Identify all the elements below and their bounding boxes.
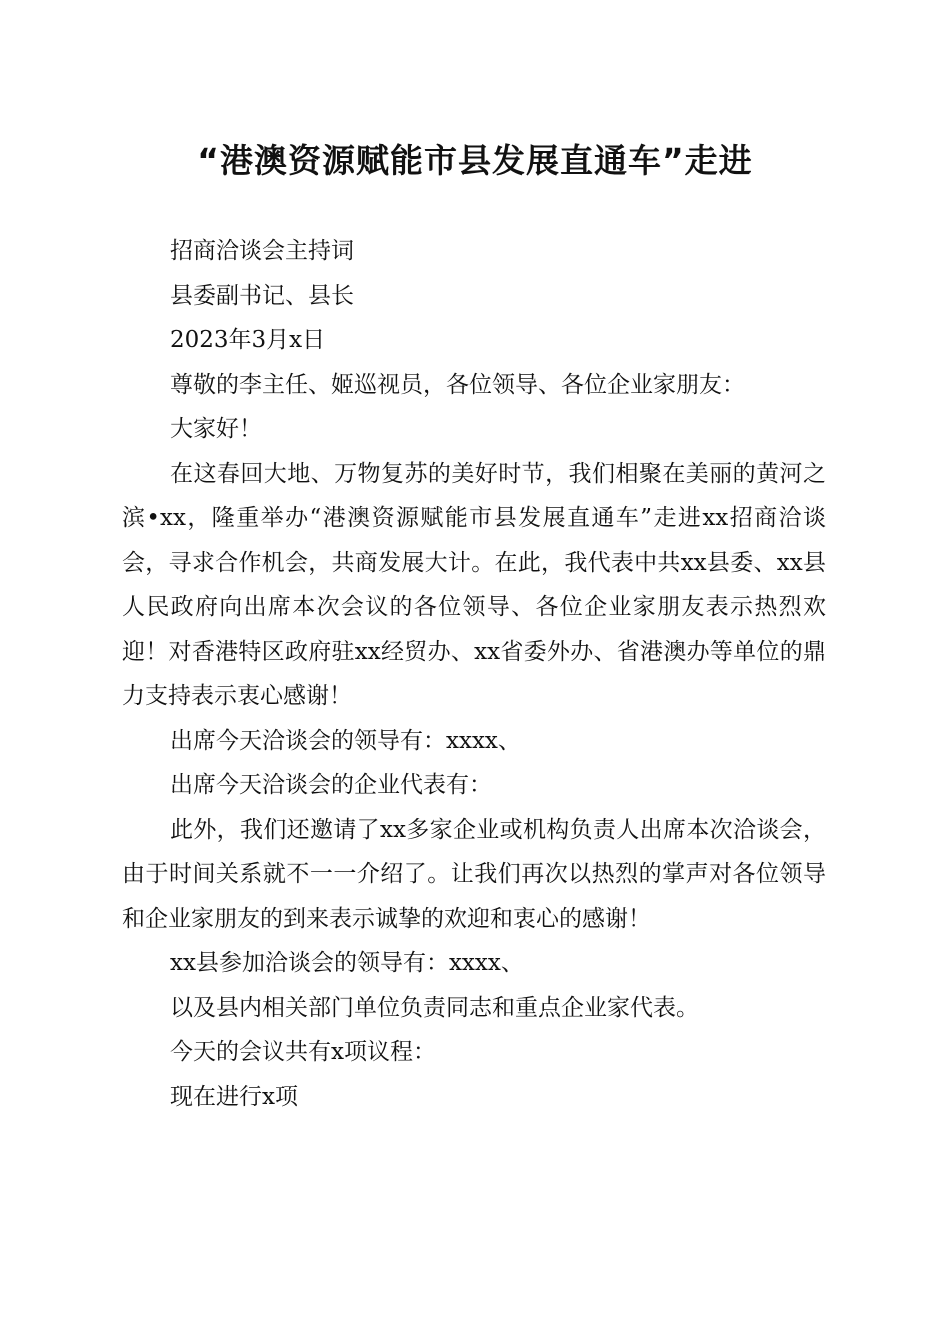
greeting-paragraph: 大家好！	[170, 416, 262, 442]
enterprise-paragraph: 出席今天洽谈会的企业代表有：	[170, 772, 492, 798]
opening-paragraph: 在这春回大地、万物复苏的美好时节，我们相聚在美丽的黄河之滨•xx，隆重举办“港澳资源赋能市县发展直通车”走进xx招商洽谈会，寻求合作机会，共商发展大计。在此，我代表中共xx县委、xx县人民政府向出席本次会议的各位领导、各位企业家朋友表示热烈欢迎！对香港特区政府驻xx经贸办、xx省委外办、省港澳办等单位的鼎力支持表示衷心感谢！	[122, 460, 826, 709]
county-leaders-paragraph: xx县参加洽谈会的领导有：xxxx、	[170, 950, 524, 976]
leaders-paragraph: 出席今天洽谈会的领导有：xxxx、	[170, 727, 521, 754]
salutation-paragraph: 尊敬的李主任、姬巡视员，各位领导、各位企业家朋友：	[170, 371, 745, 398]
date-line: 2023年3月x日	[170, 327, 326, 353]
document-title: “港澳资源赋能市县发展直通车”走进	[197, 141, 753, 180]
subtitle-line: 招商洽谈会主持词	[170, 238, 354, 264]
current-item-paragraph: 现在进行x项	[170, 1083, 298, 1110]
document-body	[122, 229, 826, 1119]
thanks-paragraph: 此外，我们还邀请了xx多家企业或机构负责人出席本次洽谈会，由于时间关系就不一一介绍了。让我们再次以热烈的掌声对各位领导和企业家朋友的到来表示诚挚的欢迎和衷心的感谢！	[122, 816, 826, 932]
departments-paragraph: 以及县内相关部门单位负责同志和重点企业家代表。	[170, 994, 699, 1021]
speaker-line: 县委副书记、县长	[170, 282, 354, 309]
agenda-paragraph: 今天的会议共有x项议程：	[170, 1039, 436, 1065]
